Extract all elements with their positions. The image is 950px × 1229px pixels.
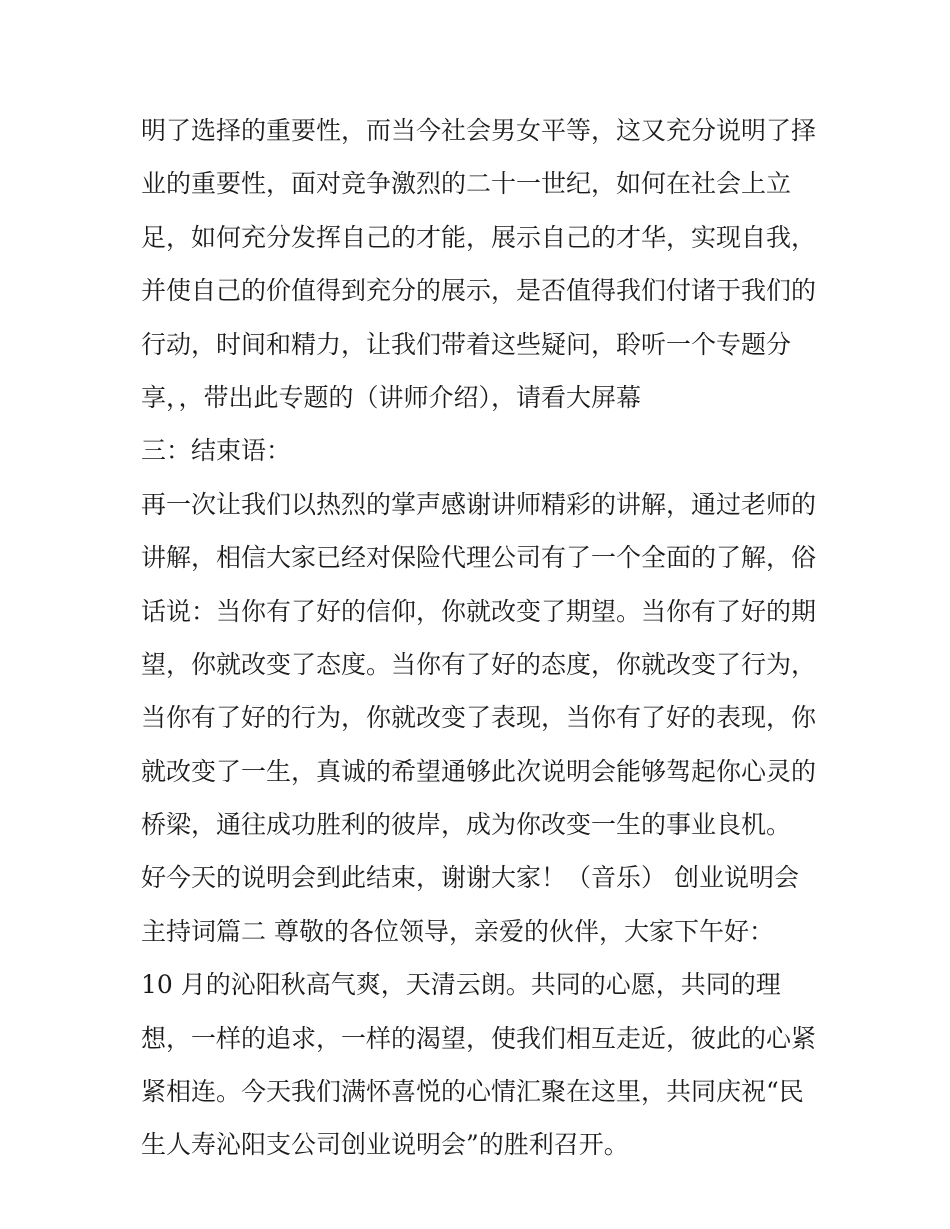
text-line: 行动，时间和精力，让我们带着这些疑问，聆听一个专题分 bbox=[141, 329, 792, 359]
text-line: 就改变了一生，真诚的希望通够此次说明会能够驾起你心灵的 bbox=[141, 756, 817, 786]
text-line: 业的重要性，面对竞争激烈的二十一世纪，如何在社会上立 bbox=[141, 169, 792, 199]
text-line: 紧相连。今天我们满怀喜悦的心情汇聚在这里，共同庆祝“民 bbox=[141, 1077, 804, 1107]
text-line: 话说：当你有了好的信仰，你就改变了期望。当你有了好的期 bbox=[141, 596, 817, 626]
body-text bbox=[141, 104, 831, 1172]
text-line: 享，，带出此专题的（讲师介绍），请看大屏幕 bbox=[141, 382, 642, 412]
text-line: 主持词篇二 尊敬的各位领导，亲爱的伙伴，大家下午好： bbox=[141, 916, 774, 946]
text-line: 讲解，相信大家已经对保险代理公司有了一个全面的了解，俗 bbox=[141, 543, 817, 573]
text-line: 并使自己的价值得到充分的展示，是否值得我们付诸于我们的 bbox=[141, 276, 817, 306]
text-line: 想，一样的追求，一样的渴望，使我们相互走近，彼此的心紧 bbox=[141, 1023, 817, 1053]
text-line: 明了选择的重要性，而当今社会男女平等，这又充分说明了择 bbox=[141, 116, 817, 145]
text-line: 再一次让我们以热烈的掌声感谢讲师精彩的讲解，通过老师的 bbox=[141, 489, 817, 519]
text-line: 生人寿沁阳支公司创业说明会”的胜利召开。 bbox=[141, 1130, 629, 1160]
text-line: 足，如何充分发挥自己的才能，展示自己的才华，实现自我， bbox=[141, 222, 817, 252]
text-line: 好今天的说明会到此结束，谢谢大家！（音乐） 创业说明会 bbox=[141, 863, 799, 893]
text-line: 10 月的沁阳秋高气爽，天清云朗。共同的心愿，共同的理 bbox=[141, 970, 781, 1000]
text-line: 望，你就改变了态度。当你有了好的态度，你就改变了行为， bbox=[141, 649, 817, 679]
section-heading: 三：结束语： bbox=[141, 436, 292, 466]
text-line: 桥梁，通往成功胜利的彼岸，成为你改变一生的事业良机。 bbox=[141, 810, 792, 840]
text-line: 当你有了好的行为，你就改变了表现，当你有了好的表现，你 bbox=[141, 703, 817, 733]
